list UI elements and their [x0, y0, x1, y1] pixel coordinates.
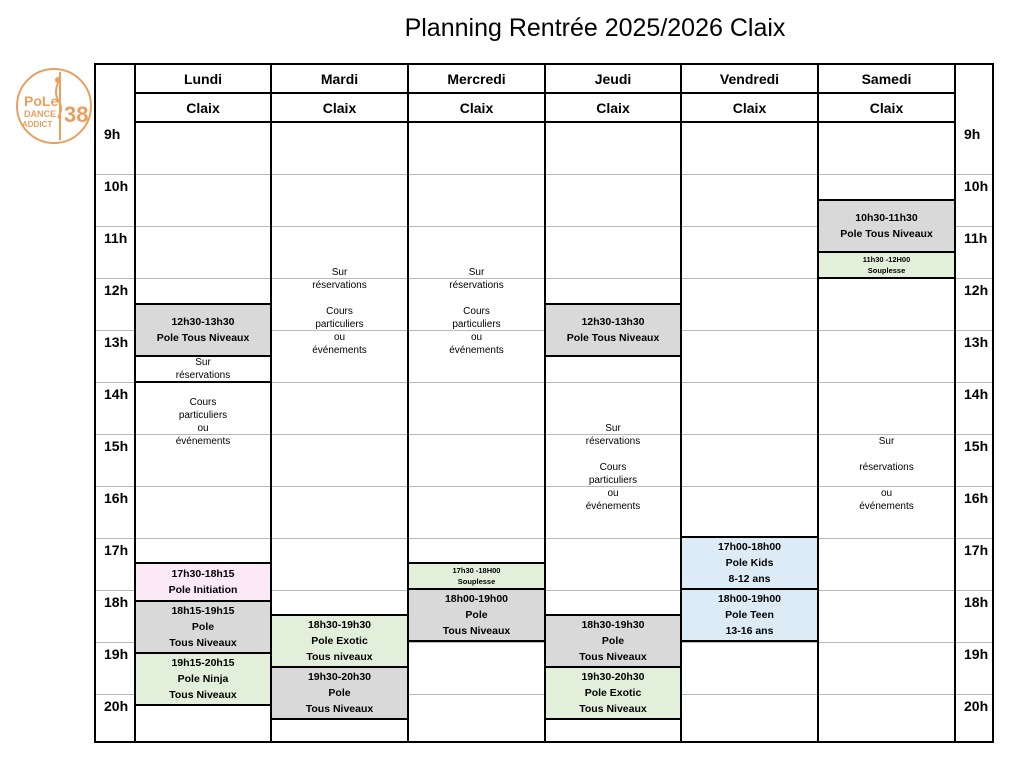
location-mercredi: Claix — [459, 100, 494, 116]
course-time: 18h00-19h00 — [444, 593, 509, 605]
logo-line3: ADDICT — [22, 120, 53, 129]
course-name: Pole — [465, 609, 488, 621]
info-text: événements — [312, 345, 367, 356]
logo-line2: DANCE — [24, 109, 57, 119]
course-time: 18h15-19h15 — [171, 605, 235, 617]
course-name: Pole — [601, 635, 625, 647]
course-name: Pole Ninja — [177, 673, 229, 685]
location-mardi: Claix — [322, 100, 357, 116]
info-text: ou — [333, 332, 346, 343]
info-text: ou — [197, 423, 209, 434]
pole-dance-addict-logo — [14, 66, 96, 148]
course-level: 8-12 ans — [728, 573, 771, 585]
course-block — [134, 303, 272, 357]
info-text-block — [409, 266, 544, 357]
info-text: événements — [449, 345, 504, 356]
course-time: 17h00-18h00 — [717, 541, 782, 553]
info-text: particuliers — [315, 319, 364, 330]
hour-label: 17h — [964, 542, 989, 558]
info-text: réservations — [859, 462, 914, 473]
hour-label: 19h — [964, 646, 989, 662]
hour-label: 14h — [104, 386, 129, 402]
day-header-jeudi: Jeudi — [594, 71, 632, 87]
hour-label: 9h — [104, 126, 121, 142]
course-block — [680, 588, 819, 642]
hour-label: 17h — [104, 542, 129, 558]
course-time: 19h30-20h30 — [581, 671, 645, 683]
course-block — [817, 199, 956, 253]
hour-label: 11h — [104, 230, 128, 246]
hour-label: 18h — [964, 594, 989, 610]
course-block — [544, 303, 682, 357]
hour-label: 10h — [104, 178, 129, 194]
info-text: réservations — [312, 280, 367, 291]
info-text: Cours — [599, 462, 627, 473]
course-name: Pole Exotic — [584, 687, 642, 699]
course-time: 19h15-20h15 — [171, 657, 235, 669]
info-text: Cours — [326, 306, 353, 317]
day-header-vendredi: Vendredi — [719, 71, 780, 87]
course-level: Tous niveaux — [306, 651, 373, 663]
course-name: Pole Tous Niveaux — [840, 228, 933, 240]
course-time: 10h30-11h30 — [855, 212, 918, 224]
course-name: Pole — [191, 621, 215, 633]
info-text-block — [546, 422, 680, 513]
hour-label: 18h — [104, 594, 129, 610]
info-block — [134, 355, 272, 383]
course-block — [680, 536, 819, 590]
hour-label: 15h — [964, 438, 989, 454]
course-level: Tous Niveaux — [442, 625, 511, 637]
info-text: Sur — [331, 267, 348, 278]
course-time: 19h30-20h30 — [307, 671, 372, 683]
info-text: réservations — [175, 370, 231, 381]
course-level: Tous Niveaux — [305, 703, 374, 715]
info-text: événements — [175, 436, 231, 447]
course-time: 18h30-19h30 — [307, 619, 372, 631]
day-header-mercredi: Mercredi — [447, 71, 506, 87]
course-time: 17h30 -18H00 — [452, 566, 501, 575]
info-text: particuliers — [588, 475, 638, 486]
course-name: Souplesse — [867, 266, 906, 275]
info-text-block — [136, 396, 270, 448]
hour-label: 15h — [104, 438, 129, 454]
logo-line1: PoLe — [24, 93, 59, 109]
course-time: 12h30-13h30 — [171, 316, 235, 328]
course-block — [134, 562, 272, 602]
location-samedi: Claix — [869, 100, 904, 116]
info-text: particuliers — [178, 410, 228, 421]
course-level: Tous Niveaux — [579, 651, 647, 663]
info-text: Cours — [463, 306, 490, 317]
course-level: 13-16 ans — [725, 625, 774, 637]
timetable — [94, 63, 994, 743]
course-name: Souplesse — [457, 577, 496, 586]
info-text: Sur — [878, 436, 895, 447]
hour-label: 20h — [964, 698, 989, 714]
course-name: Pole Teen — [725, 609, 774, 621]
info-text: particuliers — [452, 319, 501, 330]
hour-label: 10h — [964, 178, 989, 194]
info-text: ou — [470, 332, 483, 343]
course-time: 18h30-19h30 — [581, 619, 645, 631]
hour-label: 13h — [964, 334, 989, 350]
hour-label: 16h — [104, 490, 129, 506]
info-text: réservations — [585, 436, 641, 447]
course-block — [544, 614, 682, 668]
info-text: ou — [607, 488, 619, 499]
course-name: Pole Exotic — [311, 635, 368, 647]
hour-label: 9h — [964, 126, 981, 142]
info-text: Cours — [189, 397, 217, 408]
info-text: réservations — [449, 280, 504, 291]
day-header-mardi: Mardi — [320, 71, 359, 87]
info-text: Sur — [605, 423, 621, 434]
page-title: Planning Rentrée 2025/2026 Claix — [404, 14, 786, 42]
info-text: Sur — [468, 267, 485, 278]
location-lundi: Claix — [186, 100, 220, 116]
hour-label: 19h — [104, 646, 129, 662]
course-time: 11h30 -12H00 — [862, 255, 911, 264]
course-level: Tous Niveaux — [579, 703, 647, 715]
course-name: Pole Kids — [725, 557, 774, 569]
hour-label: 12h — [964, 282, 989, 298]
location-jeudi: Claix — [596, 100, 630, 116]
course-block — [134, 600, 272, 654]
location-vendredi: Claix — [732, 100, 767, 116]
course-name: Pole Initiation — [168, 584, 238, 596]
info-text-block — [272, 266, 407, 357]
info-text: ou — [880, 488, 893, 499]
course-level: Tous Niveaux — [169, 637, 237, 649]
course-block — [817, 251, 956, 279]
course-name: Pole Tous Niveaux — [156, 332, 250, 344]
info-text: événements — [859, 501, 914, 512]
course-block — [270, 666, 409, 720]
course-time: 17h30-18h15 — [171, 568, 235, 580]
course-block — [407, 588, 546, 642]
hour-label: 16h — [964, 490, 989, 506]
course-time: 12h30-13h30 — [581, 316, 645, 328]
hour-label: 11h — [964, 230, 988, 246]
course-level: Tous Niveaux — [169, 689, 237, 701]
course-block — [270, 614, 409, 668]
hour-label: 14h — [964, 386, 989, 402]
logo-number: 38 — [64, 102, 89, 127]
course-name: Pole Tous Niveaux — [566, 332, 660, 344]
hour-label: 12h — [104, 282, 129, 298]
course-name: Pole — [328, 687, 351, 699]
course-block — [134, 652, 272, 706]
day-header-samedi: Samedi — [861, 71, 912, 87]
hour-label: 13h — [104, 334, 129, 350]
info-text: Sur — [195, 357, 211, 368]
info-text: événements — [585, 501, 641, 512]
course-block — [407, 562, 546, 590]
day-header-lundi: Lundi — [183, 71, 223, 87]
course-block — [544, 666, 682, 720]
info-text-block — [819, 435, 954, 513]
course-time: 18h00-19h00 — [717, 593, 782, 605]
hour-label: 20h — [104, 698, 129, 714]
